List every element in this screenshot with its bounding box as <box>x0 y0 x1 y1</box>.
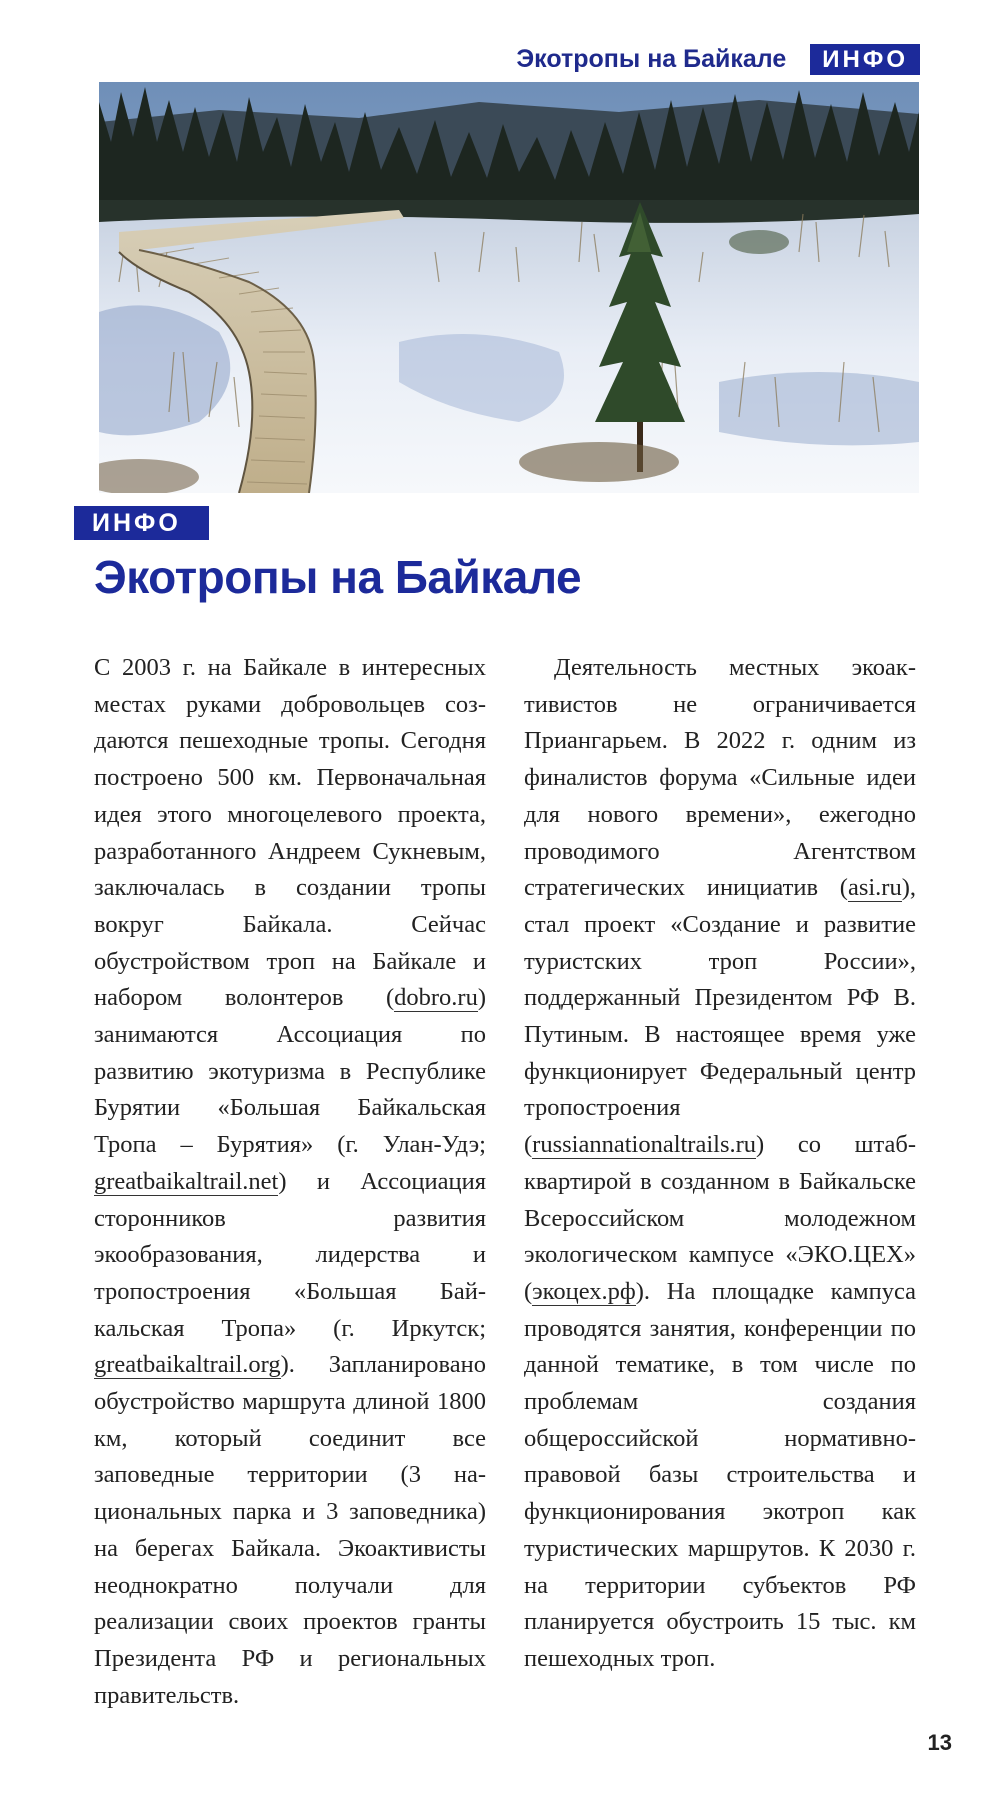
text-run: С 2003 г. на Байкале в интересных местах руками добровольцев создаются пешеходные тропы. Сегодня построено 500 км. Первоначальная идея этого многоцелевого проекта, разработанного Андреем Сукневым, заключалась в создании тропы вокруг Байкала. Сейчас обустройством троп на Байкале и набором волонтеров ( <box>94 654 486 1012</box>
text-run: ), стал проект «Создание и развитие туристских троп России», поддержанный Президентом РФ В. Путиным. В настоящее время уже функционирует Федеральный центр тропостроения ( <box>524 874 916 1159</box>
link-greatbaikaltrail-org[interactable]: greatbaikaltrail.org <box>94 1351 281 1379</box>
page-title: Экотропы на Байкале <box>94 551 582 603</box>
text-run: Деятельность местных экоактивистов не ограничивается Приангарьем. В 2022 г. одним из финалистов форума «Сильные идеи для нового времени», ежегодно проводимого Агентством стратегических инициатив ( <box>524 654 916 902</box>
link-greatbaikaltrail-net[interactable]: greatbaikaltrail.net <box>94 1167 279 1195</box>
left-paragraph <box>94 650 486 1714</box>
section-info-badge: ИНФО <box>74 506 209 540</box>
text-run: ). На площадке кампуса проводятся занятия, конференции по данной тематике, в том числе по проблемам создания общероссийской нормативно-правовой базы строительства и функционирования экотроп как туристических маршрутов. К 2030 г. на территории субъектов РФ планируется обустроить 15 тыс. км пешеходных троп. <box>524 1277 916 1672</box>
page-number: 13 <box>927 1730 952 1755</box>
link-ecoceh[interactable]: экоцех.рф <box>532 1277 636 1305</box>
link-asi[interactable]: asi.ru <box>847 874 902 902</box>
boardwalk-photo <box>99 82 919 493</box>
running-header <box>516 44 920 75</box>
header-info-badge: ИНФО <box>810 44 920 75</box>
link-dobro[interactable]: dobro.ru <box>394 984 478 1012</box>
right-paragraph <box>524 650 916 1678</box>
running-title: Экотропы на Байкале <box>516 45 787 73</box>
text-run: ) и Ассоциация сторонников развития экообразования, лидерства и тропостроения «Большая Байкальская Тропа» (г. Иркутск; <box>94 1167 486 1342</box>
right-column <box>524 650 916 1678</box>
text-run: ) со штабквартирой в созданном в Байкальске Всероссийском молодежном экологическом кампусе «ЭКО.ЦЕХ» ( <box>524 1131 916 1305</box>
link-russiannationaltrails[interactable]: russiannationaltrails.ru <box>532 1131 757 1159</box>
text-run: ). Запланировано обустройство маршрута длиной 1800 км, который соединит все заповедные территории (3 национальных парка и 3 заповедника) на берегах Байкала. Экоактивисты неоднократно получали для реализации своих проектов гранты Президента РФ и региональных правительств. <box>94 1351 486 1709</box>
left-column <box>94 650 486 1714</box>
text-run: ) занимаются Ассоциация по развитию экотуризма в Республике Бурятии «Большая Байкальская Тропа – Бурятия» (г. Улан-Удэ; <box>94 984 486 1159</box>
